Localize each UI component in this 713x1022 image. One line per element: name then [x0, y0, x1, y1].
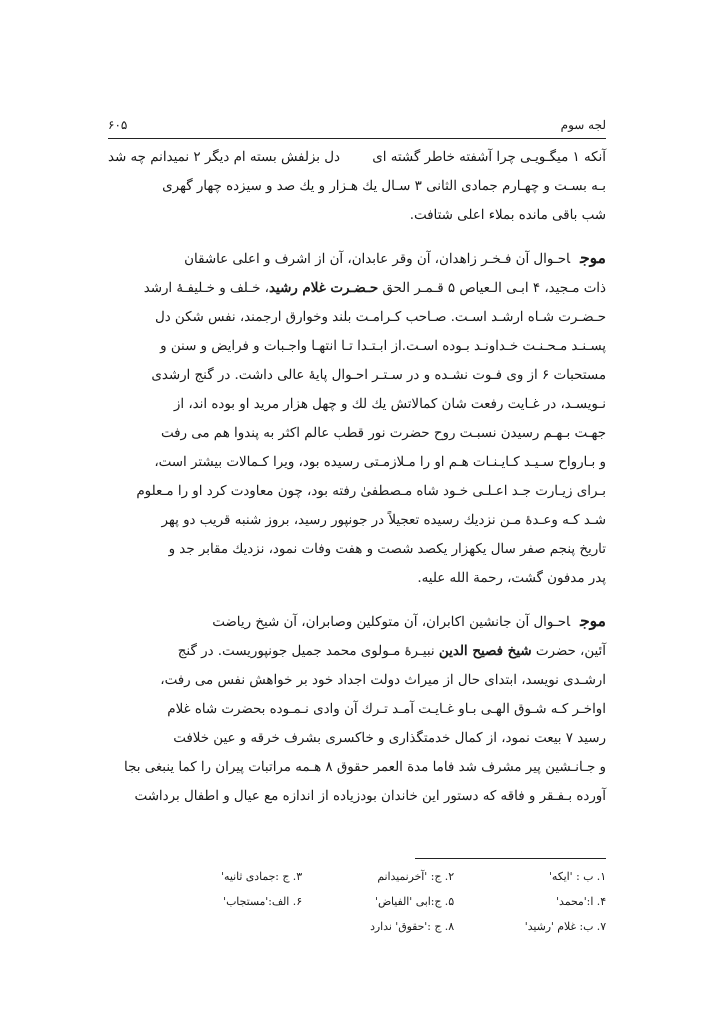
para2-line-2	[108, 637, 606, 666]
para1-line: پسـنـد مـحـنـت خـداونـد بـوده اسـت.از ابـتـدا تـا انتهـا واجـبات و فرایض و سنن و	[160, 339, 606, 354]
verse-left-hemistich: دل بزلفش بسته ام دیگر ۲ نمیدانم چه شد	[108, 150, 340, 165]
para1-line2-end: ، خـلف و خـلیفـۀ ارشد	[143, 281, 269, 296]
para1-line: تاریخ پنجم صفر سال یكهزار یكصد شصت و هفت وفات نمود، نزدیك مقابر جد و	[168, 542, 606, 557]
section-title: لجه سوم	[560, 118, 606, 132]
running-header	[108, 118, 606, 138]
footnote-3: ۳. ج :جمادی ثانیه'	[221, 870, 302, 883]
para2-line2-end: نبیـرۀ مـولوی محمد جمیل جونپوریست. در گنج	[177, 644, 439, 659]
footnote-8: ۸. ج :'حقوق' ندارد	[370, 920, 454, 933]
footnote-6: ۶. الف:'مستجاب'	[223, 895, 302, 908]
footnote-1: ۱. ب : 'ایكه'	[548, 870, 606, 883]
para1-line-2	[108, 274, 606, 303]
footnotes	[150, 864, 606, 939]
para2-line2-start: آئین، حضرت	[531, 644, 606, 659]
paragraph-1	[108, 243, 606, 593]
footnote-rule	[415, 858, 606, 859]
para2-line: و جـانـشین پیر مشرف شد فاما مدة العمر حقوق ۸ هـمه مراتبات پیران را كما ینبغی بجا	[123, 760, 606, 775]
intro-line-2: شب باقی مانده بملاء اعلی شتافت.	[409, 208, 606, 223]
paragraph-gap	[108, 593, 606, 606]
para1-line: شـد كـه وعـدۀ مـن نزدیك رسیده تعجیلاً در جونپور رسید، بروز شنبه قریب دو پهر	[161, 513, 606, 528]
footnote-4: ۴. ا:'محمد'	[556, 895, 606, 908]
page-number: ۶۰۵	[108, 118, 128, 132]
para1-person-name: حـضـرت غلام رشید	[269, 280, 379, 296]
footnote-5: ۵. ج:ابی 'الفیاض'	[374, 895, 454, 908]
intro-line-1: بـه بسـت و چهـارم جمادی الثانی ۳ سـال یك هـزار و یك صد و سیزده چهار گهری	[162, 179, 606, 194]
paragraph-gap	[108, 230, 606, 243]
para2-first-line	[108, 606, 606, 637]
para1-line2-start: ذات مـجید، ۴ ابـی الـعیاص ۵ قـمـر الحق	[378, 281, 606, 296]
para1-line: پدر مدفون گشت، رحمة الله علیه.	[417, 571, 606, 586]
para1-line: نـویسـد، در غـایت رفعت شان كمالاتش یك لك و چهل هزار مرید او بوده اند، از	[173, 397, 606, 412]
header-rule	[108, 138, 606, 139]
para2-line: آورده بـفـقر و فاقه كه دستور این خاندان بودزیاده از اندازه مع عیال و اطفال برداشت	[134, 789, 606, 804]
para2-first-text: احـوال آن جانشین اكابران، آن متوكلین وصابران، آن شیخ ریاضت	[212, 615, 571, 630]
paragraph-2	[108, 606, 606, 811]
para2-person-name: شیخ فصیح الدین	[438, 643, 532, 659]
para2-line: رسید ۷ بیعت نمود، از كمال خدمتگذاری و خاكسری بشرف خرقه و عین خلافت	[173, 731, 606, 746]
para1-line: مستحبات ۶ از وی فـوت نشـده و در سـتـر احـوال پایۀ عالی داشت. در گنج ارشدی	[151, 368, 606, 383]
footnote-row	[150, 889, 606, 914]
para1-line: و بـارواح سـیـد كـایـنـات هـم او را مـلازمـتی رسیده بود، ویرا كـمالات بیشتر است،	[154, 455, 606, 470]
para2-heading: موج	[580, 611, 606, 630]
footnote-7: ۷. ب: غلام 'رشید'	[524, 920, 606, 933]
main-text	[108, 143, 606, 811]
para1-line: حـضـرت شـاه ارشـد اسـت. صـاحب كـرامـت بلند وخوارق ارجمند، نفس شكن دل	[154, 310, 606, 325]
para1-first-line	[108, 243, 606, 274]
para2-line: اواخـر كـه شـوق الهـی بـاو غـایـت آمـد تـرك آن وادی نـمـوده بحضرت شاه غلام	[167, 702, 606, 717]
footnote-empty	[150, 914, 302, 939]
para1-first-text: احـوال آن فـخـر زاهدان، آن وقر عابدان، آن از اشرف و اعلی عاشقان	[184, 252, 571, 267]
footnote-row	[150, 914, 606, 939]
para1-heading: موج	[580, 248, 606, 267]
footnote-2: ۲. ج: 'آخرنمیدانم	[377, 870, 454, 883]
para1-line: جهـت بـهـم رسیدن نسبـت روح حضرت نور قطب عالم اکثر به پندوا هم می رفت	[160, 426, 606, 441]
para1-line: بـرای زیـارت جـد اعـلـی خـود شاه مـصطفیٰ رفته بود، چون معاودت كرد او را مـعلوم	[136, 484, 606, 499]
verse-right-hemistich: آنکه ۱ میگـویـی چرا آشفته خاطر گشته ای	[372, 150, 606, 165]
footnote-row	[150, 864, 606, 889]
verse-line	[108, 143, 606, 172]
para2-line: ارشـدی نویسد، ابتدای حال از میراث دولت اجداد خود بر خواهش نفس می رفت،	[160, 673, 606, 688]
